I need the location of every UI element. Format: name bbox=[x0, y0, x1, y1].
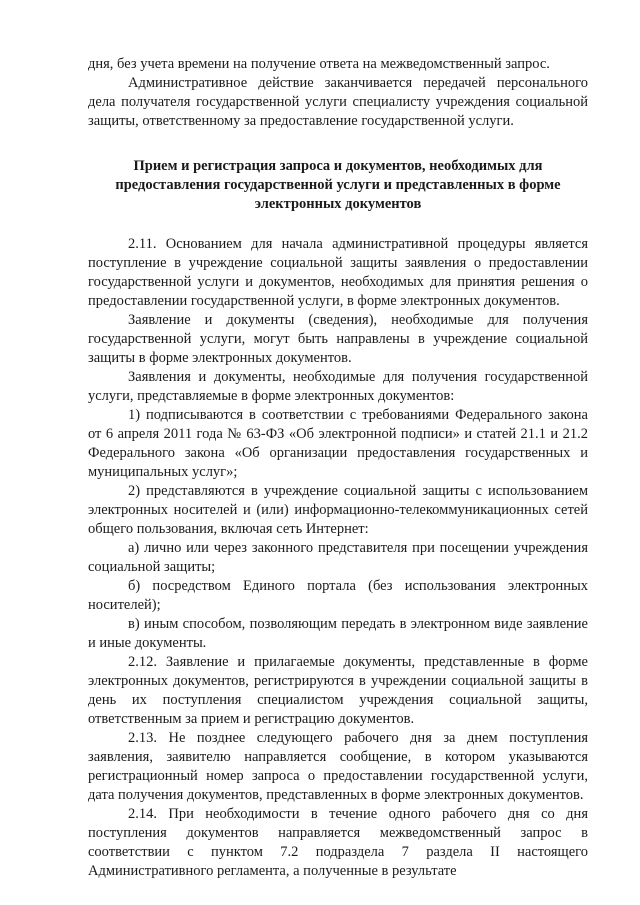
list-item-1: 1) подписываются в соответствии с требованиями Федерального закона от 6 апреля 2011 года № 63-ФЗ «Об электронной подписи» и статей 21.1 и 21.2 Федерального закона «Об организации предоставления государственных и муниципальных услуг»; bbox=[88, 407, 588, 480]
list-item-2: 2) представляются в учреждение социальной защиты с использованием электронных носителей и (или) информационно-телекоммуникационных сетей общего пользования, включая сеть Интернет: bbox=[88, 483, 588, 537]
paragraph-2-13: 2.13. Не позднее следующего рабочего дня за днем поступления заявления, заявителю направляется сообщение, в котором указываются регистрационный номер запроса о предоставлении государственной услуги, дата получения документов, представленных в форме электронных документов. bbox=[88, 730, 588, 803]
section-heading: Прием и регистрация запроса и документов, необходимых для предоставления государственной услуги и представленных в форме электронных документов bbox=[115, 158, 561, 212]
sub-item-b: б) посредством Единого портала (без использования электронных носителей); bbox=[88, 578, 588, 613]
document-page bbox=[88, 55, 588, 881]
paragraph-application-documents: Заявление и документы (сведения), необходимые для получения государственной услуги, могут быть направлены в учреждение социальной защиты в форме электронных документов. bbox=[88, 312, 588, 366]
sub-item-a: а) лично или через законного представителя при посещении учреждения социальной защиты; bbox=[88, 540, 588, 575]
paragraph-2-14: 2.14. При необходимости в течение одного рабочего дня со дня поступления документов направляется межведомственный запрос в соответствии с пунктом 7.2 подраздела 7 раздела II настоящего Административного регламента, а полученные в результате bbox=[88, 806, 588, 879]
paragraph-2-11: 2.11. Основанием для начала административной процедуры является поступление в учреждение социальной защиты заявления о предоставлении государственной услуги и документов, необходимых для принятия решения о предоставлении государственной услуги, в форме электронных документов. bbox=[88, 236, 588, 309]
paragraph-admin-action-end: Административное действие заканчивается передачей персонального дела получателя государственной услуги специалисту учреждения социальной защиты, ответственному за предоставление государственной услуги. bbox=[88, 75, 588, 129]
paragraph-continuation: дня, без учета времени на получение ответа на межведомственный запрос. bbox=[88, 56, 550, 72]
sub-item-v: в) иным способом, позволяющим передать в электронном виде заявление и иные документы. bbox=[88, 616, 588, 651]
paragraph-2-12: 2.12. Заявление и прилагаемые документы, представленные в форме электронных документов, регистрируются в учреждении социальной защиты в день их поступления специалистом учреждения социальной защиты, ответственным за прием и регистрацию документов. bbox=[88, 654, 588, 727]
paragraph-applications-electronic: Заявления и документы, необходимые для получения государственной услуги, представляемые в форме электронных документов: bbox=[88, 369, 588, 404]
